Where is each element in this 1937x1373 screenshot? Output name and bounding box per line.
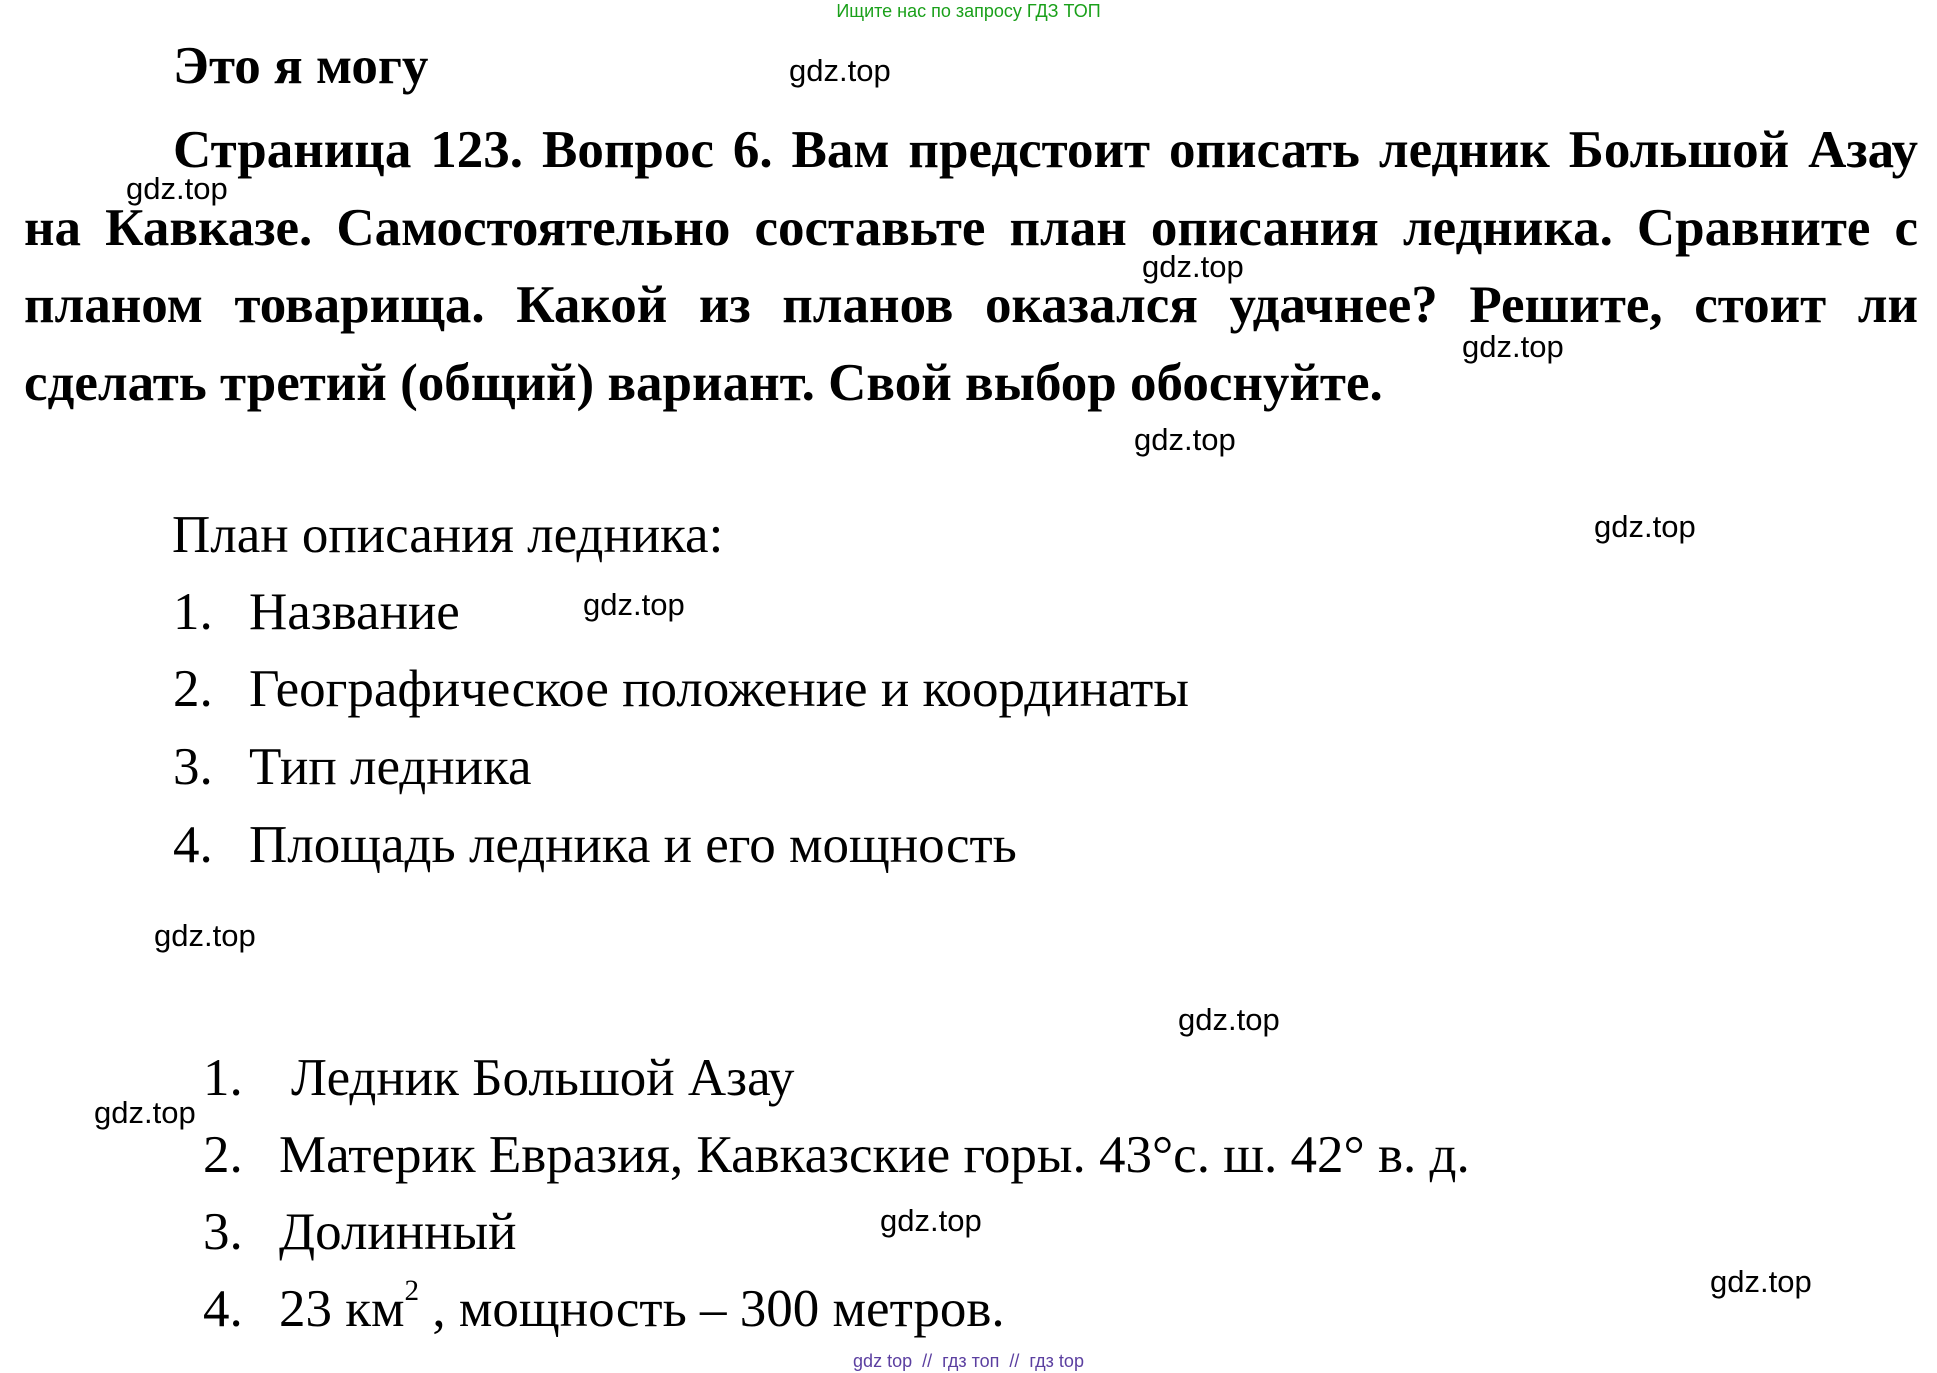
plan-item-text: Название <box>249 583 460 641</box>
plan-item-number: 3. <box>173 738 213 796</box>
watermark: gdz.top <box>1178 1002 1280 1037</box>
plan-item <box>173 659 1189 719</box>
watermark: gdz.top <box>1462 329 1564 364</box>
watermark: gdz.top <box>94 1095 196 1130</box>
watermark: gdz.top <box>1710 1264 1812 1299</box>
watermark: gdz.top <box>1134 422 1236 457</box>
answer-item <box>203 1048 794 1108</box>
watermark: gdz.top <box>154 918 256 953</box>
superscript: 2 <box>404 1274 420 1307</box>
answer-item-text: 23 км <box>279 1280 405 1338</box>
answer-item-number: 4. <box>203 1280 243 1338</box>
plan-item <box>173 815 1017 875</box>
watermark: gdz.top <box>789 53 891 88</box>
answer-item <box>203 1202 516 1262</box>
plan-item-number: 1. <box>173 583 213 641</box>
answer-item-number: 2. <box>203 1126 243 1184</box>
plan-heading: План описания ледника: <box>172 506 724 564</box>
watermark: gdz.top <box>126 171 228 206</box>
watermark: gdz.top <box>1142 249 1244 284</box>
plan-item-number: 2. <box>173 660 213 718</box>
watermark: gdz.top <box>880 1203 982 1238</box>
footer-links: gdz top // гдз топ // гдз top <box>853 1351 1084 1371</box>
answer-item <box>203 1274 1005 1339</box>
plan-item <box>173 737 531 797</box>
top-banner: Ищите нас по запросу ГДЗ ТОП <box>836 1 1101 21</box>
question-text: Страница 123. Вопрос 6. Вам предстоит описать ледник Большой Азау на Кавказе. Самостоятельно составьте план описания ледника. Сравните с планом товарища. Какой из планов оказался удачнее? Решите, стоит ли сделать третий (общий) вариант. Свой выбор обоснуйте. <box>24 121 1918 412</box>
answer-item-text: Материк Евразия, Кавказские горы. 43°с. ш. 42° в. д. <box>279 1126 1470 1184</box>
watermark: gdz.top <box>1594 509 1696 544</box>
answer-item-number: 3. <box>203 1203 243 1261</box>
plan-item-text: Площадь ледника и его мощность <box>249 816 1017 874</box>
watermark: gdz.top <box>583 587 685 622</box>
answer-item-text: Долинный <box>279 1203 517 1261</box>
answer-item-text-rest: , мощность – 300 метров. <box>419 1280 1005 1338</box>
plan-item-text: Географическое положение и координаты <box>249 660 1189 718</box>
plan-item <box>173 582 460 642</box>
plan-item-text: Тип ледника <box>249 738 532 796</box>
answer-item-text: Ледник Большой Азау <box>291 1049 795 1107</box>
plan-item-number: 4. <box>173 816 213 874</box>
answer-item-number: 1. <box>203 1049 243 1107</box>
section-title: Это я могу <box>173 37 429 95</box>
answer-item <box>203 1125 1470 1185</box>
